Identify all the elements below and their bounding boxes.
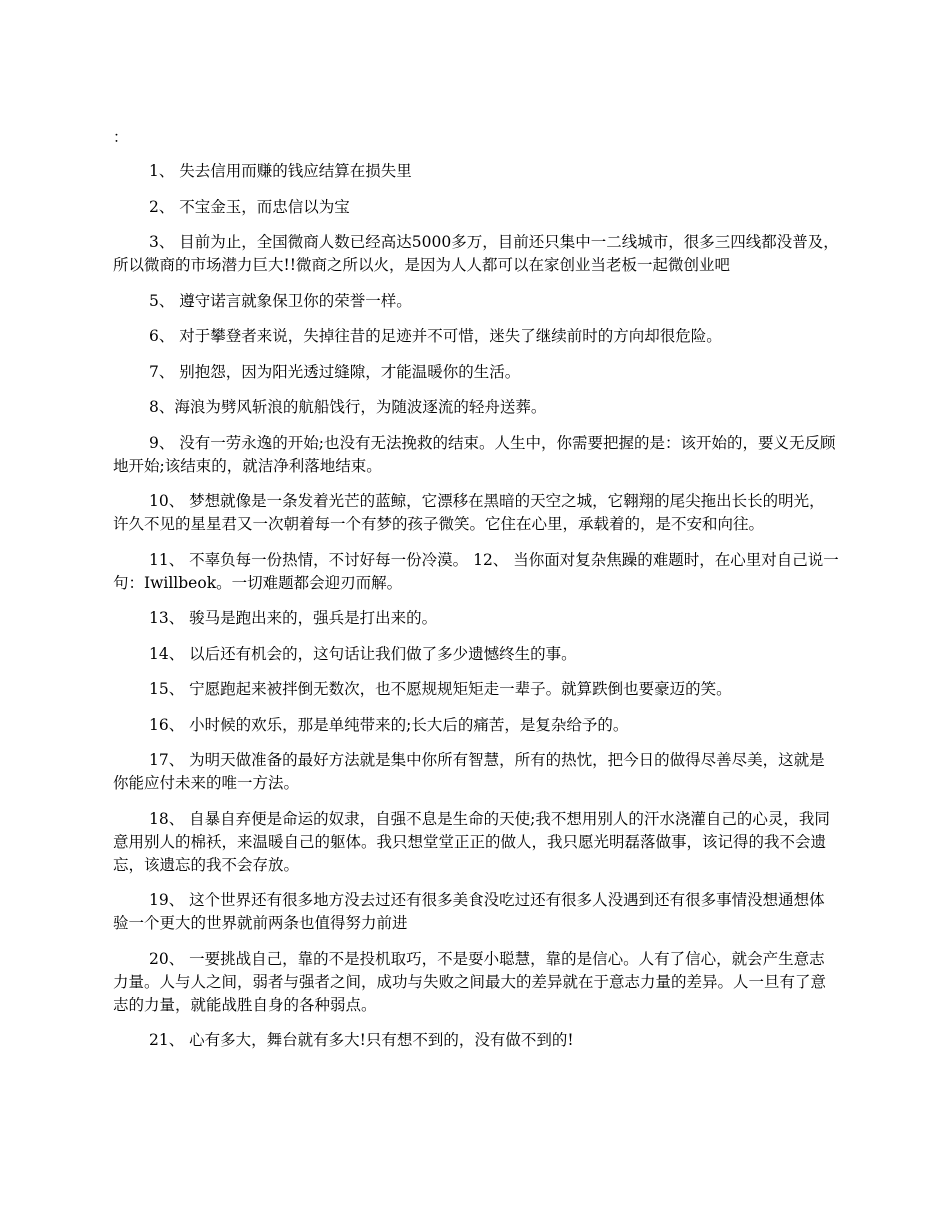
paragraph-14: 14、 以后还有机会的，这句话让我们做了多少遗憾终生的事。 xyxy=(149,644,577,663)
paragraph-16: 16、 小时候的欢乐，那是单纯带来的;长大后的痛苦，是复杂给予的。 xyxy=(149,715,629,734)
paragraph-17: 17、 为明天做准备的最好方法就是集中你所有智慧，所有的热忱，把今日的做得尽善尽美，这就是你能应付未来的唯一方法。 xyxy=(113,751,825,792)
paragraph-21: 21、 心有多大，舞台就有多大!只有想不到的，没有做不到的! xyxy=(149,1031,574,1049)
document-body xyxy=(113,160,839,1065)
paragraph-13: 13、 骏马是跑出来的，强兵是打出来的。 xyxy=(149,609,438,627)
paragraph-18: 18、 自暴自弃便是命运的奴隶，自强不息是生命的天使;我不想用别人的汗水浇灌自己的心灵，我同意用别人的棉袄，来温暖自己的躯体。我只想堂堂正正的做人，我只愿光明磊落做事，该记得的我不会遗忘，该遗忘的我不会存放。 xyxy=(113,809,830,874)
paragraph-3: 3、 目前为止，全国微商人数已经高达5000多万，目前还只集中一二线城市，很多三四线都没普及，所以微商的市场潜力巨大!!微商之所以火，是因为人人都可以在家创业当老板一起微创业吧 xyxy=(113,233,839,274)
paragraph-7: 7、 别抱怨，因为阳光透过缝隙，才能温暖你的生活。 xyxy=(149,362,521,381)
paragraph-20: 20、 一要挑战自己，靠的不是投机取巧，不是耍小聪慧，靠的是信心。人有了信心，就会产生意志力量。人与人之间，弱者与强者之间，成功与失败之间最大的差异就在于意志力量的差异。人一旦有了意志的力量，就能战胜自身的各种弱点。 xyxy=(113,949,827,1014)
paragraph-9: 9、 没有一劳永逸的开始;也没有无法挽救的结束。人生中，你需要把握的是：该开始的，要义无反顾地开始;该结束的，就洁净利落地结束。 xyxy=(113,433,836,475)
paragraph-1: 1、 失去信用而赚的钱应结算在损失里 xyxy=(149,162,412,180)
paragraph-5: 5、 遵守诺言就象保卫你的荣誉一样。 xyxy=(149,291,412,310)
paragraph-10: 10、 梦想就像是一条发着光芒的蓝鲸，它漂移在黑暗的天空之城，它翱翔的尾尖拖出长长的明光，许久不见的星星君又一次朝着每一个有梦的孩子微笑。它住在心里，承载着的，是不安和向往。 xyxy=(113,492,825,533)
paragraph-8: 8、海浪为劈风斩浪的航船饯行，为随波逐流的轻舟送葬。 xyxy=(149,398,547,416)
leading-colon: ： xyxy=(113,128,129,146)
paragraph-2: 2、 不宝金玉，而忠信以为宝 xyxy=(149,197,350,216)
paragraph-6: 6、 对于攀登者来说，失掉往昔的足迹并不可惜，迷失了继续前时的方向却很危险。 xyxy=(149,327,722,345)
paragraph-19: 19、 这个世界还有很多地方没去过还有很多美食没吃过还有很多人没遇到还有很多事情没想通想体验一个更大的世界就前两条也值得努力前进 xyxy=(113,891,825,932)
paragraph-15: 15、 宁愿跑起来被拌倒无数次，也不愿规规矩矩走一辈子。就算跌倒也要豪迈的笑。 xyxy=(149,680,732,698)
paragraph-11-12: 11、 不辜负每一份热情，不讨好每一份冷漠。 12、 当你面对复杂焦躁的难题时，在心里对自己说一句：Iwillbeok。一切难题都会迎刃而解。 xyxy=(113,550,839,592)
